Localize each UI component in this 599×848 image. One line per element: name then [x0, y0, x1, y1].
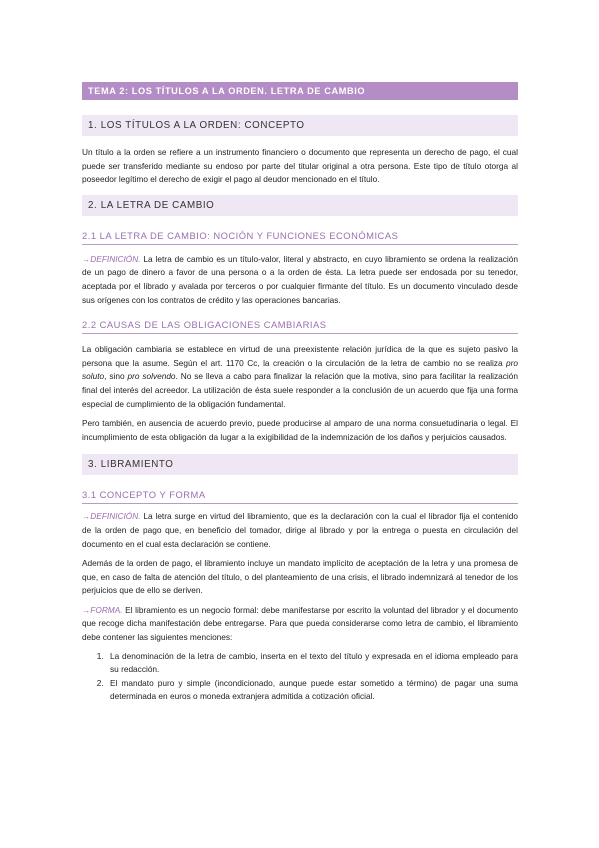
forma-label: →FORMA. [82, 604, 123, 615]
paragraph-2-2-a: La obligación cambiaria se establece en virtud de una preexistente relación jurídica de la que es sujeto pasivo la persona que la asume. Según el art. 1170 Cc, la creación o la circulación de la letra de cambio no se realiza pro soluto, sino pro solvendo. No se lleva a cabo para finalizar la relación que la motiva, sino para facilitar la realización final del interés del acreedor. La utilización de ésta suele responder a la conclusión de un acuerdo que fija una forma especial de cumplimiento de la obligación fundamental. [82, 344, 518, 409]
document-content [82, 82, 518, 704]
section-1-paragraph: Un título a la orden se refiere a un instrumento financiero o documento que representa un derecho de pago, el cual puede ser transferido mediante su endoso por parte del titular original a otra persona. Este tipo de título otorga al poseedor legítimo el derecho de exigir el pago al deudor mencionado en el título. [82, 147, 518, 185]
section-2-heading: 2. LA LETRA DE CAMBIO [82, 195, 518, 216]
subsection-2-2-heading: 2.2 CAUSAS DE LAS OBLIGACIONES CAMBIARIAS [82, 319, 518, 334]
definition-paragraph-3-1: →DEFINICIÓN. La letra surge en virtud del libramiento, que es la declaración con la cual el librador fija el contenido de la orden de pago que, en beneficio del tomador, dirige al librado y por la entrega o puesta en circulación del documento en el cual esta declaración se contiene. [82, 511, 518, 549]
arrow-icon: → [82, 511, 91, 522]
definition-paragraph-2-1: →DEFINICIÓN. La letra de cambio es un título-valor, literal y abstracto, en cuyo libramiento se ordena la realización de un pago de dinero a favor de una persona o a la orden de ésta. La letra puede ser endosada por su tenedor, aceptada por el librado y avalada por terceros o por cualquier firmante del título. Es un documento vinculado desde sus orígenes con los contratos de crédito y las operaciones bancarias. [82, 253, 518, 305]
subsection-2-1-heading: 2.1 LA LETRA DE CAMBIO: NOCIÓN Y FUNCIONES ECONÓMICAS [82, 230, 518, 245]
paragraph-2-2-b: Pero también, en ausencia de acuerdo previo, puede producirse al amparo de una norma consuetudinaria o legal. El incumplimiento de esta obligación da lugar a la exigibilidad de la indemnización de los daños y perjuicios causados. [82, 418, 518, 442]
section-1-heading: 1. LOS TÍTULOS A LA ORDEN: CONCEPTO [82, 115, 518, 136]
definition-label: →DEFINICIÓN. [82, 253, 141, 264]
arrow-icon: → [82, 253, 91, 264]
section-3-heading: 3. LIBRAMIENTO [82, 454, 518, 475]
list-item: 2. El mandato puro y simple (incondicionado, aunque puede estar sometido a término) de pagar una suma determinada en euros o moneda extranjera admitida a cotización oficial. [106, 677, 518, 704]
subsection-3-1-heading: 3.1 CONCEPTO Y FORMA [82, 489, 518, 504]
chapter-title: TEMA 2: LOS TÍTULOS A LA ORDEN. LETRA DE CAMBIO [82, 82, 518, 100]
requirements-list [82, 650, 518, 704]
arrow-icon: → [82, 604, 91, 615]
forma-paragraph: →FORMA. El libramiento es un negocio formal: debe manifestarse por escrito la voluntad del librador y el documento que recoge dicha manifestación debe entregarse. Para que pueda considerarse como letra de cambio, el libramiento debe contener las siguientes menciones: [82, 604, 518, 643]
list-item: 1. La denominación de la letra de cambio, inserta en el texto del título y expresada en el idioma empleado para su redacción. [106, 650, 518, 677]
definition-label: →DEFINICIÓN. [82, 511, 141, 522]
paragraph-3-1-b: Además de la orden de pago, el libramiento incluye un mandato implícito de aceptación de la letra y una promesa de que, en caso de falta de atención del título, o del planteamiento de una crisis, el librado indemnizará al tenedor de los perjuicios que de ello se deriven. [82, 558, 518, 596]
